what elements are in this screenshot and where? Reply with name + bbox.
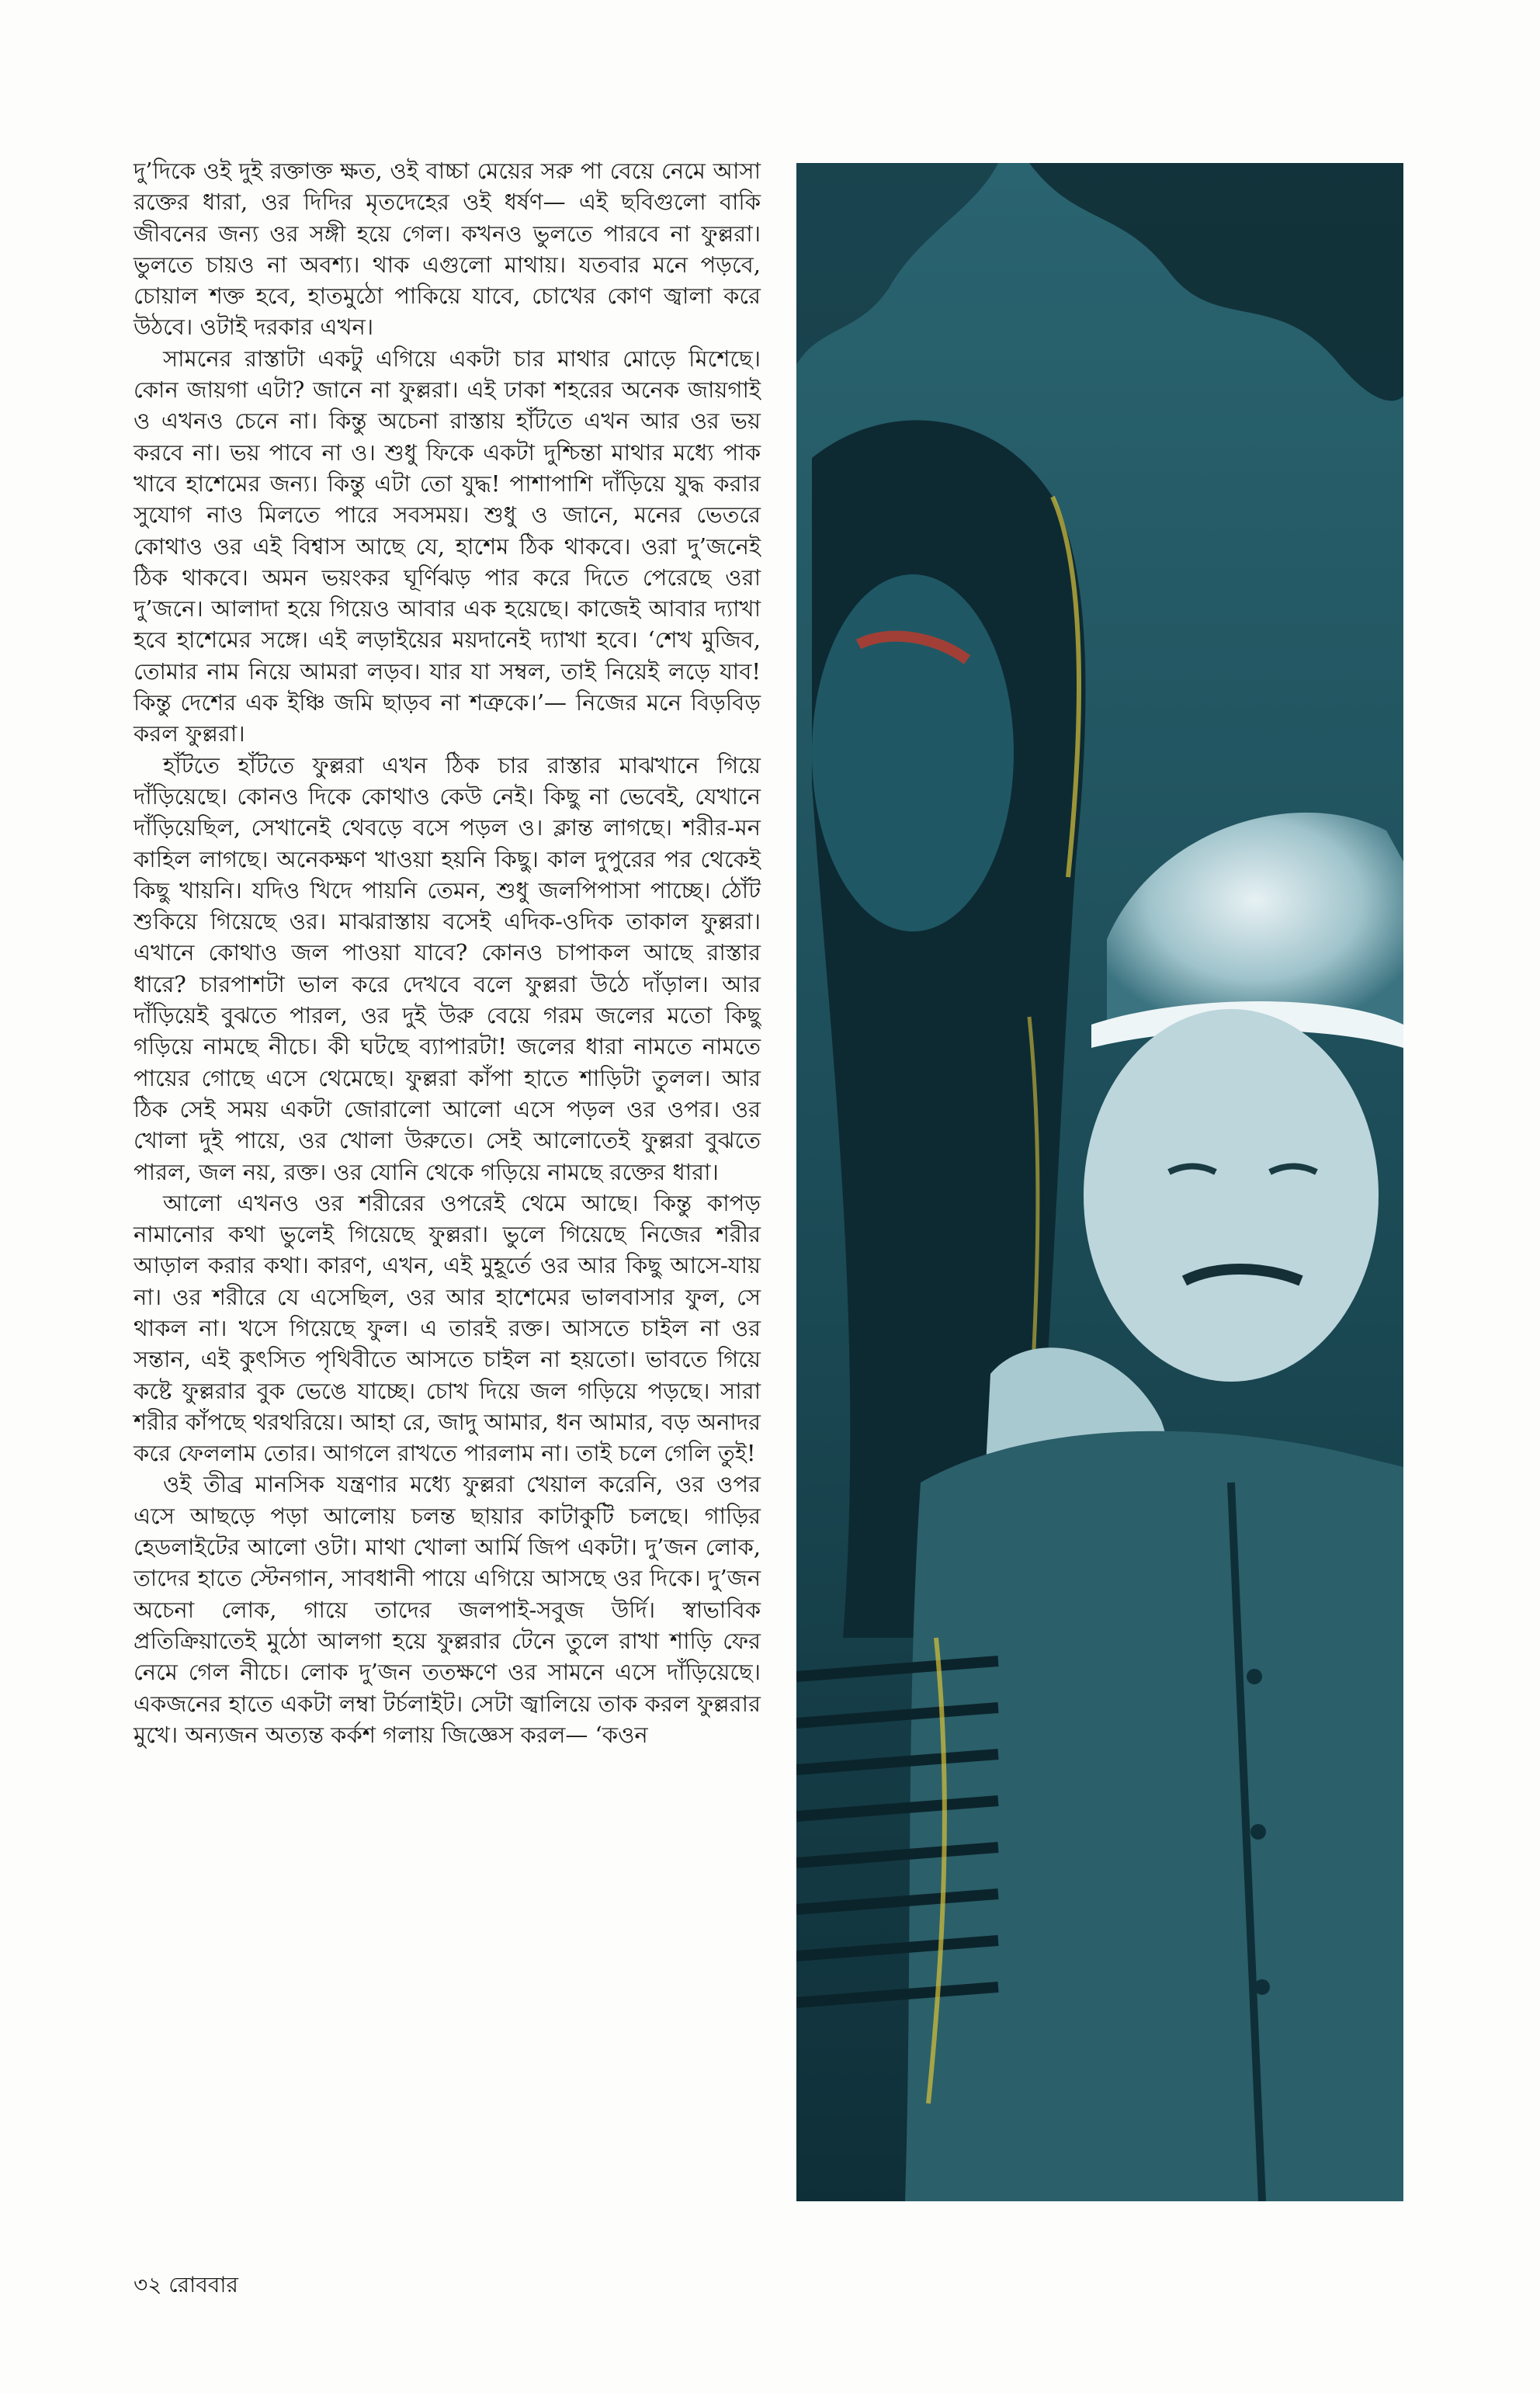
illustration-painting <box>796 163 1403 2201</box>
paragraph-2: সামনের রাস্তাটা একটু এগিয়ে একটা চার মাথার মোড়ে মিশেছে। কোন জায়গা এটা? জানে না ফুল্লরা। এই ঢাকা শহরের অনেক জায়গাই ও এখনও চেনে না। কিন্তু অচেনা রাস্তায় হাঁটতে এখন আর ওর ভয় করবে না। ভয় পাবে না ও। শুধু ফিকে একটা দুশ্চিন্তা মাথার মধ্যে পাক খাবে হাশেমের জন্য। কিন্তু এটা তো যুদ্ধ! পাশাপাশি দাঁড়িয়ে যুদ্ধ করার সুযোগ নাও মিলতে পারে সবসময়। শুধু ও জানে, মনের ভেতরে কোথাও ওর এই বিশ্বাস আছে যে, হাশেম ঠিক থাকবে। ওরা দু’জনেই ঠিক থাকবে। অমন ভয়ংকর ঘূর্ণিঝড় পার করে দিতে পেরেছে ওরা দু’জনে। আলাদা হয়ে গিয়েও আবার এক হয়েছে। কাজেই আবার দ্যাখা হবে হাশেমের সঙ্গে। এই লড়াইয়ের ময়দানেই দ্যাখা হবে। ‘শেখ মুজিব, তোমার নাম নিয়ে আমরা লড়ব। যার যা সম্বল, তাই নিয়েই লড়ে যাব! কিন্তু দেশের এক ইঞ্চি জমি ছাড়ব না শত্রুকে।’— নিজের মনে বিড়বিড় করল ফুল্লরা। <box>134 345 761 747</box>
paragraph-5: ওই তীব্র মানসিক যন্ত্রণার মধ্যে ফুল্লরা খেয়াল করেনি, ওর ওপর এসে আছড়ে পড়া আলোয় চলন্ত ছায়ার কাটাকুটি চলছে। গাড়ির হেডলাইটের আলো ওটা। মাথা খোলা আর্মি জিপ একটা। দু’জন লোক, তাদের হাতে স্টেনগান, সাবধানী পায়ে এগিয়ে আসছে ওর দিকে। দু’জন অচেনা লোক, গায়ে তাদের জলপাই-সবুজ উর্দি। স্বাভাবিক প্রতিক্রিয়াতেই মুঠো আলগা হয়ে ফুল্লরার টেনে তুলে রাখা শাড়ি ফের নেমে গেল নীচে। লোক দু’জন ততক্ষণে ওর সামনে এসে দাঁড়িয়েছে। একজনের হাতে একটা লম্বা টর্চলাইট। সেটা জ্বালিয়ে তাক করল ফুল্লরার মুখে। অন্যজন অত্যন্ত কর্কশ গলায় জিজ্ঞেস করল— ‘কওন <box>134 1471 761 1748</box>
article-text-column <box>134 155 761 1750</box>
story-illustration <box>796 163 1403 2201</box>
paragraph-3: হাঁটতে হাঁটতে ফুল্লরা এখন ঠিক চার রাস্তার মাঝখানে গিয়ে দাঁড়িয়েছে। কোনও দিকে কোথাও কেউ নেই। কিছু না ভেবেই, যেখানে দাঁড়িয়েছিল, সেখানেই থেবড়ে বসে পড়ল ও। ক্লান্ত লাগছে। শরীর-মন কাহিল লাগছে। অনেকক্ষণ খাওয়া হয়নি কিছু। কাল দুপুরের পর থেকেই কিছু খায়নি। যদিও খিদে পায়নি তেমন, শুধু জলপিপাসা পাচ্ছে। ঠোঁট শুকিয়ে গিয়েছে ওর। মাঝরাস্তায় বসেই এদিক-ওদিক তাকাল ফুল্লরা। এখানে কোথাও জল পাওয়া যাবে? কোনও চাপাকল আছে রাস্তার ধারে? চারপাশটা ভাল করে দেখবে বলে ফুল্লরা উঠে দাঁড়াল। আর দাঁড়িয়েই বুঝতে পারল, ওর দুই উরু বেয়ে গরম জলের মতো কিছু গড়িয়ে নামছে নীচে। কী ঘটছে ব্যাপারটা! জলের ধারা নামতে নামতে পায়ের গোছে এসে থেমেছে। ফুল্লরা কাঁপা হাতে শাড়িটা তুলল। আর ঠিক সেই সময় একটা জোরালো আলো এসে পড়ল ওর ওপর। ওর খোলা দুই পায়ে, ওর খোলা উরুতে। সেই আলোতেই ফুল্লরা বুঝতে পারল, জল নয়, রক্ত। ওর যোনি থেকে গড়িয়ে নামছে রক্তের ধারা। <box>134 751 761 1185</box>
paragraph-1: দু’দিকে ওই দুই রক্তাক্ত ক্ষত, ওই বাচ্চা মেয়ের সরু পা বেয়ে নেমে আসা রক্তের ধারা, ওর দিদির মৃতদেহের ওই ধর্ষণ— এই ছবিগুলো বাকি জীবনের জন্য ওর সঙ্গী হয়ে গেল। কখনও ভুলতে পারবে না ফুল্লরা। ভুলতে চায়ও না অবশ্য। থাক এগুলো মাথায়। যতবার মনে পড়বে, চোয়াল শক্ত হবে, হাতমুঠো পাকিয়ে যাবে, চোখের কোণ জ্বালা করে উঠবে। ওটাই দরকার এখন। <box>134 158 761 341</box>
page-footer: ৩২ রোববার <box>134 2272 238 2298</box>
paragraph-4: আলো এখনও ওর শরীরের ওপরেই থেমে আছে। কিন্তু কাপড় নামানোর কথা ভুলেই গিয়েছে ফুল্লরা। ভুলে গিয়েছে নিজের শরীর আড়াল করার কথা। কারণ, এখন, এই মুহূর্তে ওর আর কিছু আসে-যায় না। ওর শরীরে যে এসেছিল, ওর আর হাশেমের ভালবাসার ফুল, সে থাকল না। খসে গিয়েছে ফুল। এ তারই রক্ত। আসতে চাইল না ওর সন্তান, এই কুৎসিত পৃথিবীতে আসতে চাইল না হয়তো। ভাবতে গিয়ে কষ্টে ফুল্লরার বুক ভেঙে যাচ্ছে। চোখ দিয়ে জল গড়িয়ে পড়ছে। সারা শরীর কাঁপছে থরথরিয়ে। আহা রে, জাদু আমার, ধন আমার, বড় অনাদর করে ফেললাম তোর। আগলে রাখতে পারলাম না। তাই চলে গেলি তুই! <box>134 1189 761 1467</box>
